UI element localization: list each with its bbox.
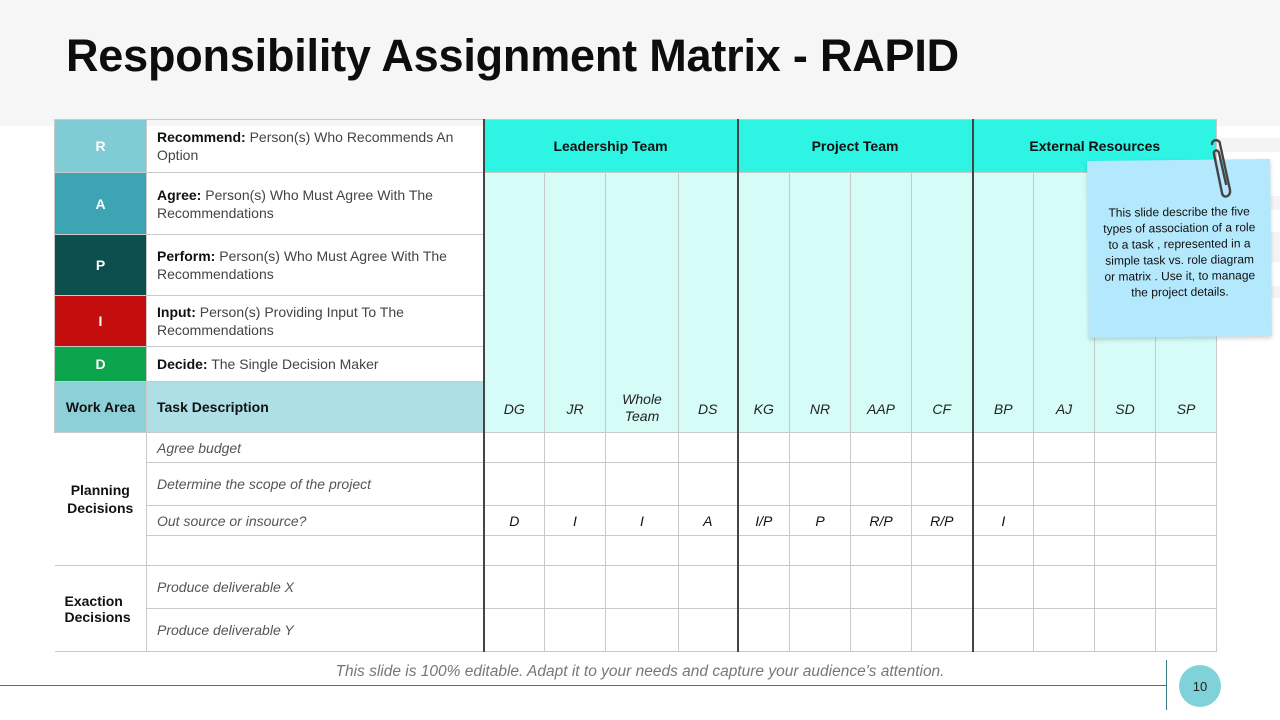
matrix-cell: [738, 433, 790, 463]
matrix-cell: [484, 609, 545, 652]
matrix-cell: [1034, 536, 1095, 566]
definition-term: Input:: [157, 304, 196, 320]
matrix-cell: [1156, 506, 1217, 536]
role-header-sd: SD: [1095, 173, 1156, 433]
sticky-note-text: This slide describe the five types of association of a role to a task , represented in a simple task vs. role diagram or matrix . Use it, to manage the project details.: [1103, 204, 1256, 300]
definition-text: Person(s) Who Must Agree With The Recommendations: [157, 186, 433, 221]
rapid-definition-decide: [147, 347, 484, 382]
matrix-cell: [912, 463, 973, 506]
matrix-cell: [851, 536, 912, 566]
rapid-letter-p: P: [55, 235, 147, 296]
table-row: [55, 506, 1217, 536]
matrix-cell: [679, 536, 738, 566]
matrix-cell: [790, 566, 851, 609]
matrix-cell: [1095, 506, 1156, 536]
rapid-matrix-table: [54, 119, 1217, 652]
matrix-cell: [973, 433, 1034, 463]
matrix-cell: [851, 433, 912, 463]
matrix-cell: R/P: [851, 506, 912, 536]
matrix-cell: [851, 463, 912, 506]
matrix-cell: [1095, 566, 1156, 609]
matrix-cell: [1156, 566, 1217, 609]
task-name: Produce deliverable X: [147, 566, 484, 609]
role-header-whole-team: Whole Team: [606, 173, 679, 433]
matrix-cell: [851, 609, 912, 652]
matrix-cell: I: [545, 506, 606, 536]
matrix-cell: [1095, 536, 1156, 566]
matrix-cell: D: [484, 506, 545, 536]
matrix-cell: [738, 609, 790, 652]
definition-text: Person(s) Providing Input To The Recommendations: [157, 304, 404, 338]
matrix-cell: [973, 463, 1034, 506]
task-name: Out source or insource?: [147, 506, 484, 536]
matrix-cell: [484, 433, 545, 463]
matrix-cell: [679, 433, 738, 463]
rapid-definition-agree: [147, 173, 484, 235]
matrix-cell: [484, 536, 545, 566]
work-area-header: Work Area: [55, 382, 147, 433]
matrix-cell: [790, 433, 851, 463]
footer-note: [0, 663, 1280, 681]
role-header-ds: DS: [679, 173, 738, 433]
matrix-cell: [484, 566, 545, 609]
rapid-definition-perform: [147, 235, 484, 296]
work-area-exaction: Exaction Decisions: [55, 566, 147, 652]
matrix-cell: I: [606, 506, 679, 536]
rapid-letter-r: R: [55, 120, 147, 173]
page-number-badge: 10: [1179, 665, 1221, 707]
role-header-cf: CF: [912, 173, 973, 433]
table-row: [55, 566, 1217, 609]
table-row: [55, 433, 1217, 463]
matrix-cell: [679, 609, 738, 652]
role-header-aap: AAP: [851, 173, 912, 433]
matrix-cell: I: [973, 506, 1034, 536]
matrix-cell: [606, 566, 679, 609]
table-row: [55, 536, 1217, 566]
matrix-cell: [912, 433, 973, 463]
matrix-cell: [738, 463, 790, 506]
group-header-external: External Resources: [973, 120, 1217, 173]
rapid-definition-input: [147, 296, 484, 347]
matrix-cell: [1095, 609, 1156, 652]
matrix-cell: [1034, 506, 1095, 536]
matrix-cell: [973, 536, 1034, 566]
task-name: Agree budget: [147, 433, 484, 463]
matrix-cell: [484, 463, 545, 506]
matrix-cell: I/P: [738, 506, 790, 536]
paperclip-icon: [1202, 138, 1238, 200]
matrix-cell: [790, 536, 851, 566]
matrix-cell: [545, 566, 606, 609]
rapid-letter-i: I: [55, 296, 147, 347]
definition-term: Recommend:: [157, 129, 246, 145]
matrix-cell: [545, 609, 606, 652]
table-row: [55, 609, 1217, 652]
matrix-cell: [738, 536, 790, 566]
matrix-cell: [606, 536, 679, 566]
matrix-cell: [1034, 463, 1095, 506]
matrix-cell: [545, 536, 606, 566]
matrix-cell: [545, 433, 606, 463]
rapid-letter-d: D: [55, 347, 147, 382]
group-header-leadership: Leadership Team: [484, 120, 738, 173]
matrix-cell: [679, 566, 738, 609]
sticky-note: [1087, 159, 1272, 338]
matrix-cell: A: [679, 506, 738, 536]
rapid-definition-recommend: [147, 120, 484, 173]
matrix-cell: [1034, 433, 1095, 463]
task-name: Determine the scope of the project: [147, 463, 484, 506]
matrix-cell: [790, 463, 851, 506]
rapid-letter-a: A: [55, 173, 147, 235]
task-rows: [55, 433, 1217, 652]
matrix-cell: [912, 609, 973, 652]
matrix-cell: [790, 609, 851, 652]
role-header-bp: BP: [973, 173, 1034, 433]
task-description-header: Task Description: [147, 382, 484, 433]
matrix-cell: [606, 433, 679, 463]
matrix-cell: [912, 536, 973, 566]
definition-term: Perform:: [157, 248, 216, 264]
definition-text: The Single Decision Maker: [207, 356, 379, 372]
matrix-cell: R/P: [912, 506, 973, 536]
matrix-cell: [606, 609, 679, 652]
role-header-aj: AJ: [1034, 173, 1095, 433]
matrix-cell: [973, 566, 1034, 609]
group-header-project: Project Team: [738, 120, 973, 173]
matrix-cell: [1156, 536, 1217, 566]
matrix-cell: [545, 463, 606, 506]
matrix-cell: [606, 463, 679, 506]
matrix-cell: [1034, 609, 1095, 652]
definition-term: Decide:: [157, 356, 208, 372]
page-title: Responsibility Assignment Matrix - RAPID: [66, 30, 959, 81]
matrix-cell: [1034, 566, 1095, 609]
matrix-cell: P: [790, 506, 851, 536]
task-name: Produce deliverable Y: [147, 609, 484, 652]
footer-note-text: This slide is 100% editable. Adapt it to your needs and capture your audience's attention.: [335, 663, 945, 680]
footer-divider: [0, 685, 1167, 686]
matrix-cell: [1095, 433, 1156, 463]
work-area-planning: Planning Decisions: [55, 433, 147, 566]
task-name: [147, 536, 484, 566]
matrix-cell: [1156, 609, 1217, 652]
role-header-dg: DG: [484, 173, 545, 433]
role-header-kg: KG: [738, 173, 790, 433]
matrix-cell: [973, 609, 1034, 652]
matrix-cell: [851, 566, 912, 609]
role-header-jr: JR: [545, 173, 606, 433]
matrix-cell: [912, 566, 973, 609]
role-header-sp: SP: [1156, 173, 1217, 433]
definition-text: Person(s) Who Must Agree With The Recommendations: [157, 248, 447, 282]
role-header-nr: NR: [790, 173, 851, 433]
matrix-cell: [738, 566, 790, 609]
table-row: [55, 463, 1217, 506]
definition-text: Person(s) Who Recommends An Option: [157, 129, 454, 163]
matrix-cell: [1095, 463, 1156, 506]
matrix-cell: [1156, 433, 1217, 463]
matrix-cell: [1156, 463, 1217, 506]
definition-term: Agree:: [157, 186, 202, 203]
matrix-cell: [679, 463, 738, 506]
